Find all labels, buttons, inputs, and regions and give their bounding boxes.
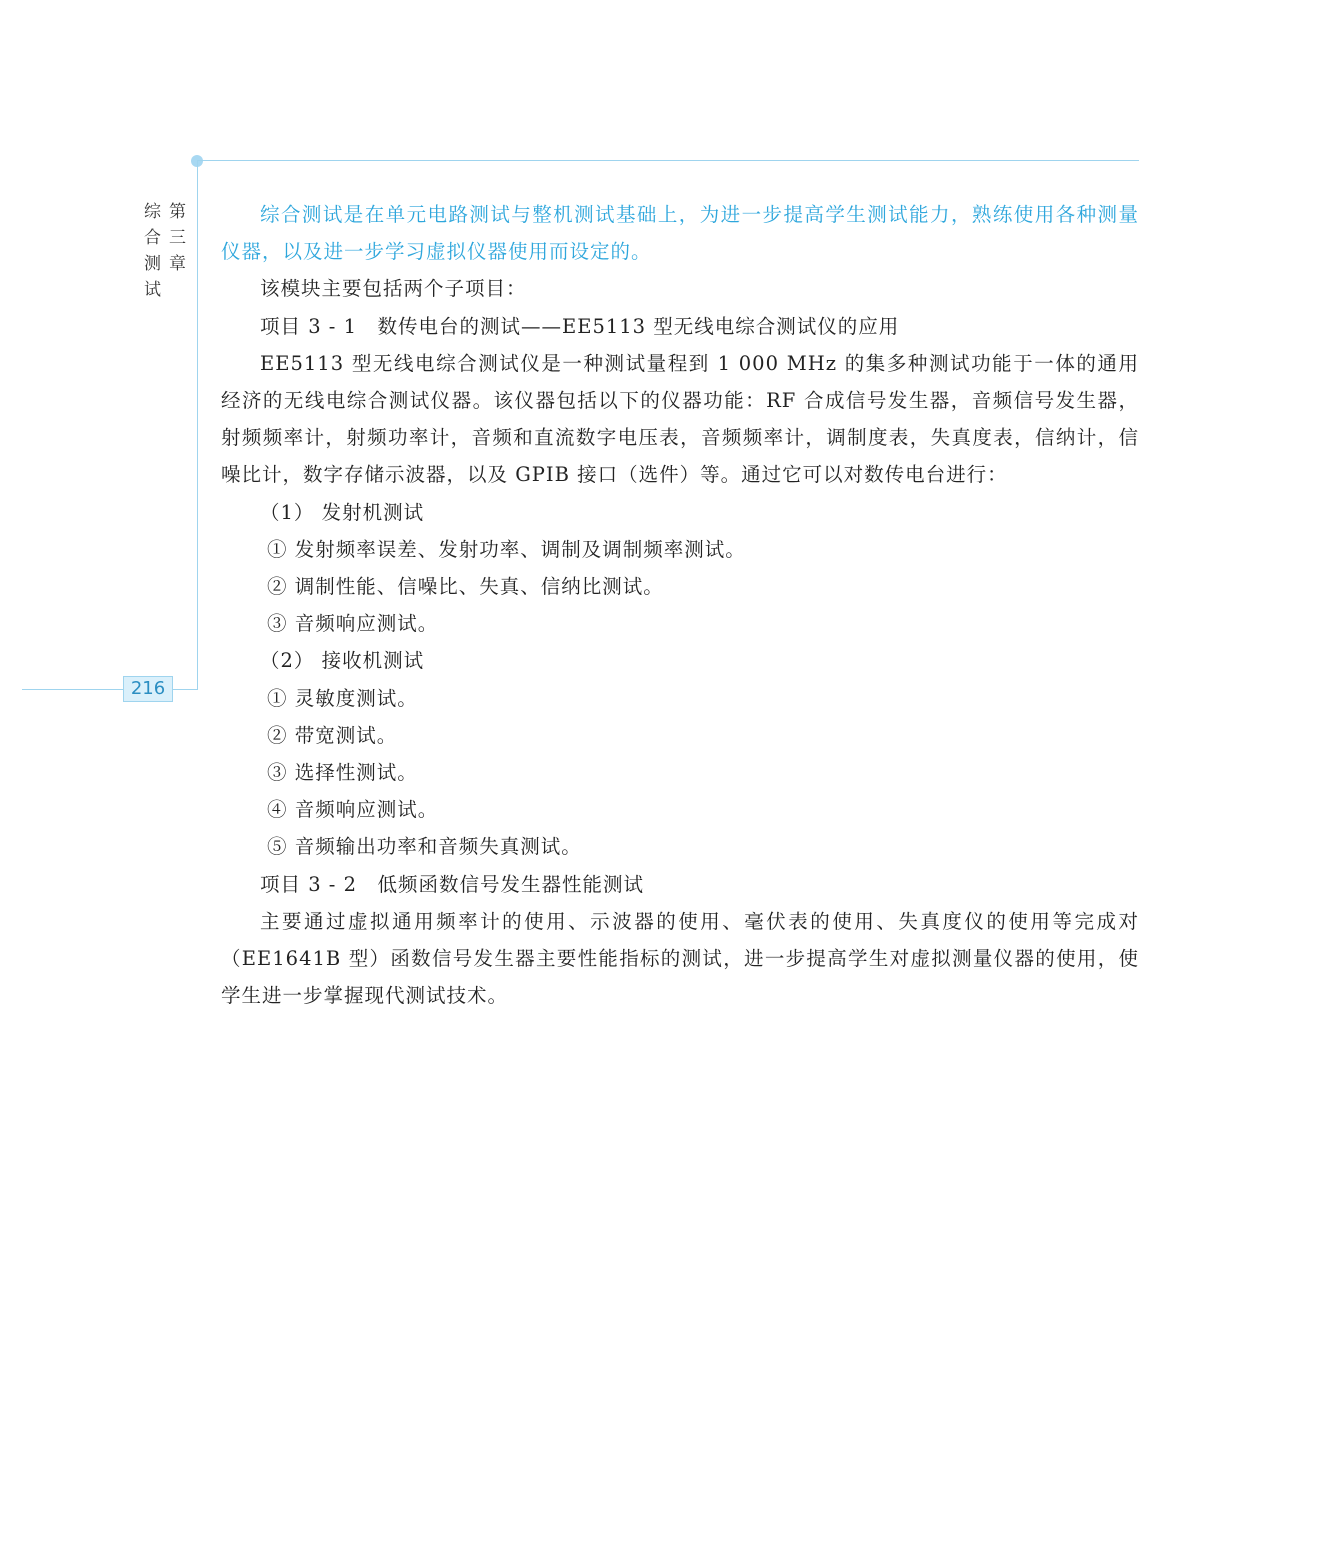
- chapter-running-head: [140, 202, 188, 306]
- receiver-item-2: ② 带宽测试。: [267, 723, 398, 747]
- header-rule: [197, 160, 1139, 161]
- page-number: 216: [123, 676, 173, 702]
- receiver-item-5: ⑤ 音频输出功率和音频失真测试。: [267, 835, 582, 859]
- project1-description: EE5113 型无线电综合测试仪是一种测试量程到 1 000 MHz 的集多种测试功能于一体的通用经济的无线电综合测试仪器。该仪器包括以下的仪器功能：RF 合成信号发生器，音频信号发生器，射频频率计，射频功率计，音频和直流数字电压表，音频频率计，调制度表，失真度表，信纳计，信噪比计，数字存储示波器，以及 GPIB 接口（选件）等。通过它可以对数传电台进行：: [221, 351, 1139, 487]
- receiver-item-3: ③ 选择性测试。: [267, 761, 418, 785]
- chapter-title: 综合测试: [140, 202, 160, 306]
- margin-rule: [197, 161, 198, 689]
- transmitter-heading: （1） 发射机测试: [260, 500, 425, 524]
- page-body: [221, 196, 1139, 1014]
- project2-title: 项目 3 - 2 低频函数信号发生器性能测试: [260, 872, 644, 896]
- receiver-item-1: ① 灵敏度测试。: [267, 686, 418, 710]
- project2-description: 主要通过虚拟通用频率计的使用、示波器的使用、毫伏表的使用、失真度仪的使用等完成对（EE1641B 型）函数信号发生器主要性能指标的测试，进一步提高学生对虚拟测量仪器的使用，使学生进一步掌握现代测试技术。: [221, 909, 1139, 1008]
- receiver-heading: （2） 接收机测试: [260, 649, 425, 673]
- transmitter-item-2: ② 调制性能、信噪比、失真、信纳比测试。: [267, 575, 664, 599]
- receiver-item-4: ④ 音频响应测试。: [267, 798, 439, 822]
- transmitter-item-1: ① 发射频率误差、发射功率、调制及调制频率测试。: [267, 537, 746, 561]
- chapter-number: 第三章: [165, 202, 185, 280]
- transmitter-item-3: ③ 音频响应测试。: [267, 612, 439, 636]
- module-intro: 该模块主要包括两个子项目：: [260, 277, 527, 301]
- intro-paragraph: 综合测试是在单元电路测试与整机测试基础上，为进一步提高学生测试能力，熟练使用各种测量仪器，以及进一步学习虚拟仪器使用而设定的。: [221, 203, 1139, 264]
- project1-title: 项目 3 - 1 数传电台的测试——EE5113 型无线电综合测试仪的应用: [260, 314, 900, 338]
